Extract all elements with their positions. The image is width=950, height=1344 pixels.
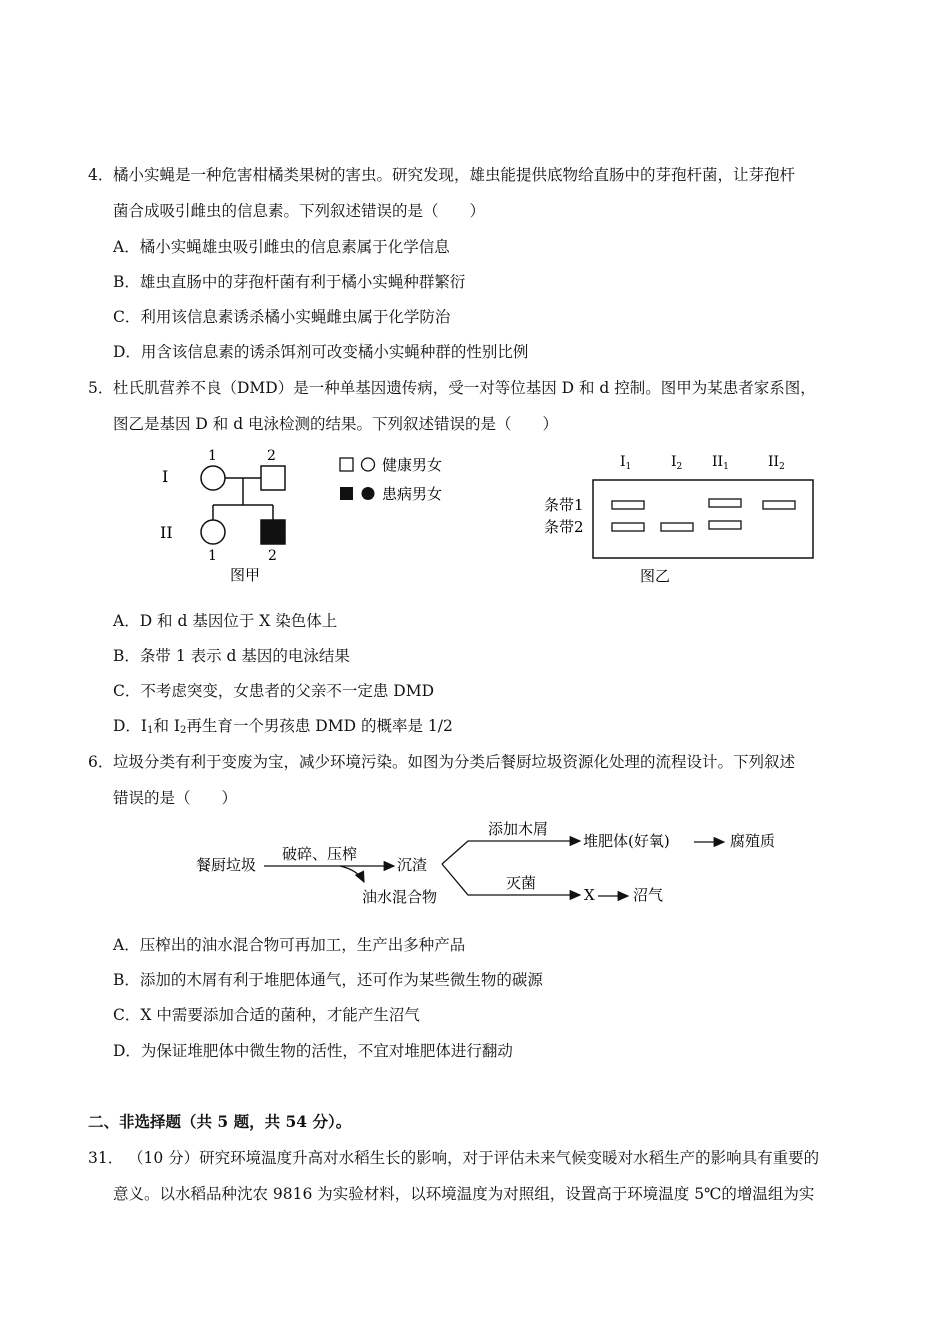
q6-option-d: D．为保证堆肥体中微生物的活性，不宜对堆肥体进行翻动 bbox=[113, 1042, 513, 1060]
band-1-lane-ii1 bbox=[709, 499, 741, 507]
q5-stem-line2: 图乙是基因 D 和 d 电泳检测的结果。下列叙述错误的是（ ） bbox=[113, 415, 559, 433]
q4-option-c: C．利用该信息素诱杀橘小实蝇雌虫属于化学防治 bbox=[113, 308, 451, 326]
female-healthy-ii1 bbox=[201, 520, 225, 544]
legend-affected-label: 患病男女 bbox=[382, 485, 443, 503]
q6-option-c: C．X 中需要添加合适的菌种，才能产生沼气 bbox=[113, 1006, 420, 1024]
lane-ii2-label: $II_2$ bbox=[768, 454, 785, 472]
individual-i1-number: 1 bbox=[208, 448, 217, 464]
q4-option-a: A．橘小实蝇雄虫吸引雌虫的信息素属于化学信息 bbox=[113, 238, 450, 256]
q5-number: 5． bbox=[88, 379, 114, 397]
lane-ii1-label: $II_1$ bbox=[712, 454, 729, 472]
lane-i1-label: $I_1$ bbox=[620, 454, 632, 472]
band-1-lane-i1 bbox=[612, 501, 644, 509]
male-affected-ii2 bbox=[261, 520, 285, 544]
flow-start-kitchen-waste: 餐厨垃圾 bbox=[196, 856, 257, 874]
flow-oil-water-mixture: 油水混合物 bbox=[362, 888, 438, 906]
individual-i2-number: 2 bbox=[267, 448, 276, 464]
q5-option-c: C．不考虑突变，女患者的父亲不一定患 DMD bbox=[113, 682, 435, 700]
q6-number: 6． bbox=[88, 753, 114, 771]
individual-ii2-number: 2 bbox=[268, 548, 277, 564]
figure-b-caption: 图乙 bbox=[640, 567, 671, 585]
q4-option-b: B．雄虫直肠中的芽孢杆菌有利于橘小实蝇种群繁衍 bbox=[113, 273, 466, 291]
flow-branch-upper bbox=[442, 841, 580, 864]
legend-male-healthy-square bbox=[340, 458, 353, 471]
q5-option-d: D．$I_1$和 $I_2$再生育一个男孩患 DMD 的概率是 1/2 bbox=[113, 717, 453, 736]
gel-frame bbox=[593, 480, 813, 558]
flow-arrow-to-oil bbox=[340, 866, 364, 882]
male-healthy-i2 bbox=[261, 466, 285, 490]
flow-compost-aerobic: 堆肥体(好氧) bbox=[583, 832, 670, 850]
flowchart-figure bbox=[190, 816, 790, 914]
band-2-label: 条带2 bbox=[544, 518, 584, 536]
generation-2-label: II bbox=[160, 523, 173, 542]
q31-stem-line1: （10 分）研究环境温度升高对水稻生长的影响，对于评估未来气候变暖对水稻生产的影响具有重要的 bbox=[128, 1149, 820, 1167]
legend-male-affected-square bbox=[340, 487, 353, 500]
q31-stem-line2: 意义。以水稻品种沈农 9816 为实验材料，以环境温度为对照组，设置高于环境温度 5℃的增温组为实 bbox=[113, 1185, 815, 1203]
legend-healthy-label: 健康男女 bbox=[382, 456, 443, 474]
pedigree-figure bbox=[150, 440, 470, 588]
flow-biogas: 沼气 bbox=[633, 886, 664, 904]
q6-option-b: B．添加的木屑有利于堆肥体通气，还可作为某些微生物的碳源 bbox=[113, 971, 543, 989]
band-2-lane-i2 bbox=[661, 523, 693, 531]
q6-stem-line1: 垃圾分类有利于变废为宝，减少环境污染。如图为分类后餐厨垃圾资源化处理的流程设计。下列叙述 bbox=[113, 753, 796, 771]
electrophoresis-figure bbox=[540, 450, 820, 590]
flow-add-sawdust-label: 添加木屑 bbox=[488, 820, 549, 838]
lane-i2-label: $I_2$ bbox=[671, 454, 683, 472]
q5-option-b: B．条带 1 表示 d 基因的电泳结果 bbox=[113, 647, 350, 665]
legend-female-healthy-circle bbox=[362, 458, 375, 471]
flow-humus: 腐殖质 bbox=[730, 832, 776, 850]
q5-stem-line1: 杜氏肌营养不良（DMD）是一种单基因遗传病，受一对等位基因 D 和 d 控制。图甲为某患者家系图， bbox=[113, 379, 816, 397]
q31-number: 31． bbox=[88, 1149, 124, 1167]
flow-x: X bbox=[584, 886, 595, 904]
q4-number: 4． bbox=[88, 166, 114, 184]
female-healthy-i1 bbox=[201, 466, 225, 490]
q4-stem-line2: 菌合成吸引雌虫的信息素。下列叙述错误的是（ ） bbox=[113, 202, 486, 220]
q5-option-a: A．D 和 d 基因位于 X 染色体上 bbox=[113, 612, 338, 630]
flow-residue: 沉渣 bbox=[397, 856, 428, 874]
band-2-lane-ii1 bbox=[709, 521, 741, 529]
q4-option-d: D．用含该信息素的诱杀饵剂可改变橘小实蝇种群的性别比例 bbox=[113, 343, 529, 361]
flow-crush-press-label: 破碎、压榨 bbox=[282, 845, 358, 863]
band-1-label: 条带1 bbox=[544, 496, 584, 514]
q6-option-a: A．压榨出的油水混合物可再加工，生产出多种产品 bbox=[113, 936, 466, 954]
q4-stem-line1: 橘小实蝇是一种危害柑橘类果树的害虫。研究发现，雄虫能提供底物给直肠中的芽孢杆菌，让芽孢杆 bbox=[113, 166, 796, 184]
q6-stem-line2: 错误的是（ ） bbox=[113, 789, 238, 807]
legend-female-affected-circle bbox=[362, 487, 375, 500]
individual-ii1-number: 1 bbox=[208, 548, 217, 564]
section-2-title: 二、非选择题（共 5 题，共 54 分）。 bbox=[88, 1112, 352, 1131]
figure-a-caption: 图甲 bbox=[230, 566, 261, 584]
band-2-lane-i1 bbox=[612, 523, 644, 531]
generation-1-label: I bbox=[162, 467, 169, 486]
flow-sterilize-label: 灭菌 bbox=[506, 874, 537, 892]
band-1-lane-ii2 bbox=[763, 501, 795, 509]
